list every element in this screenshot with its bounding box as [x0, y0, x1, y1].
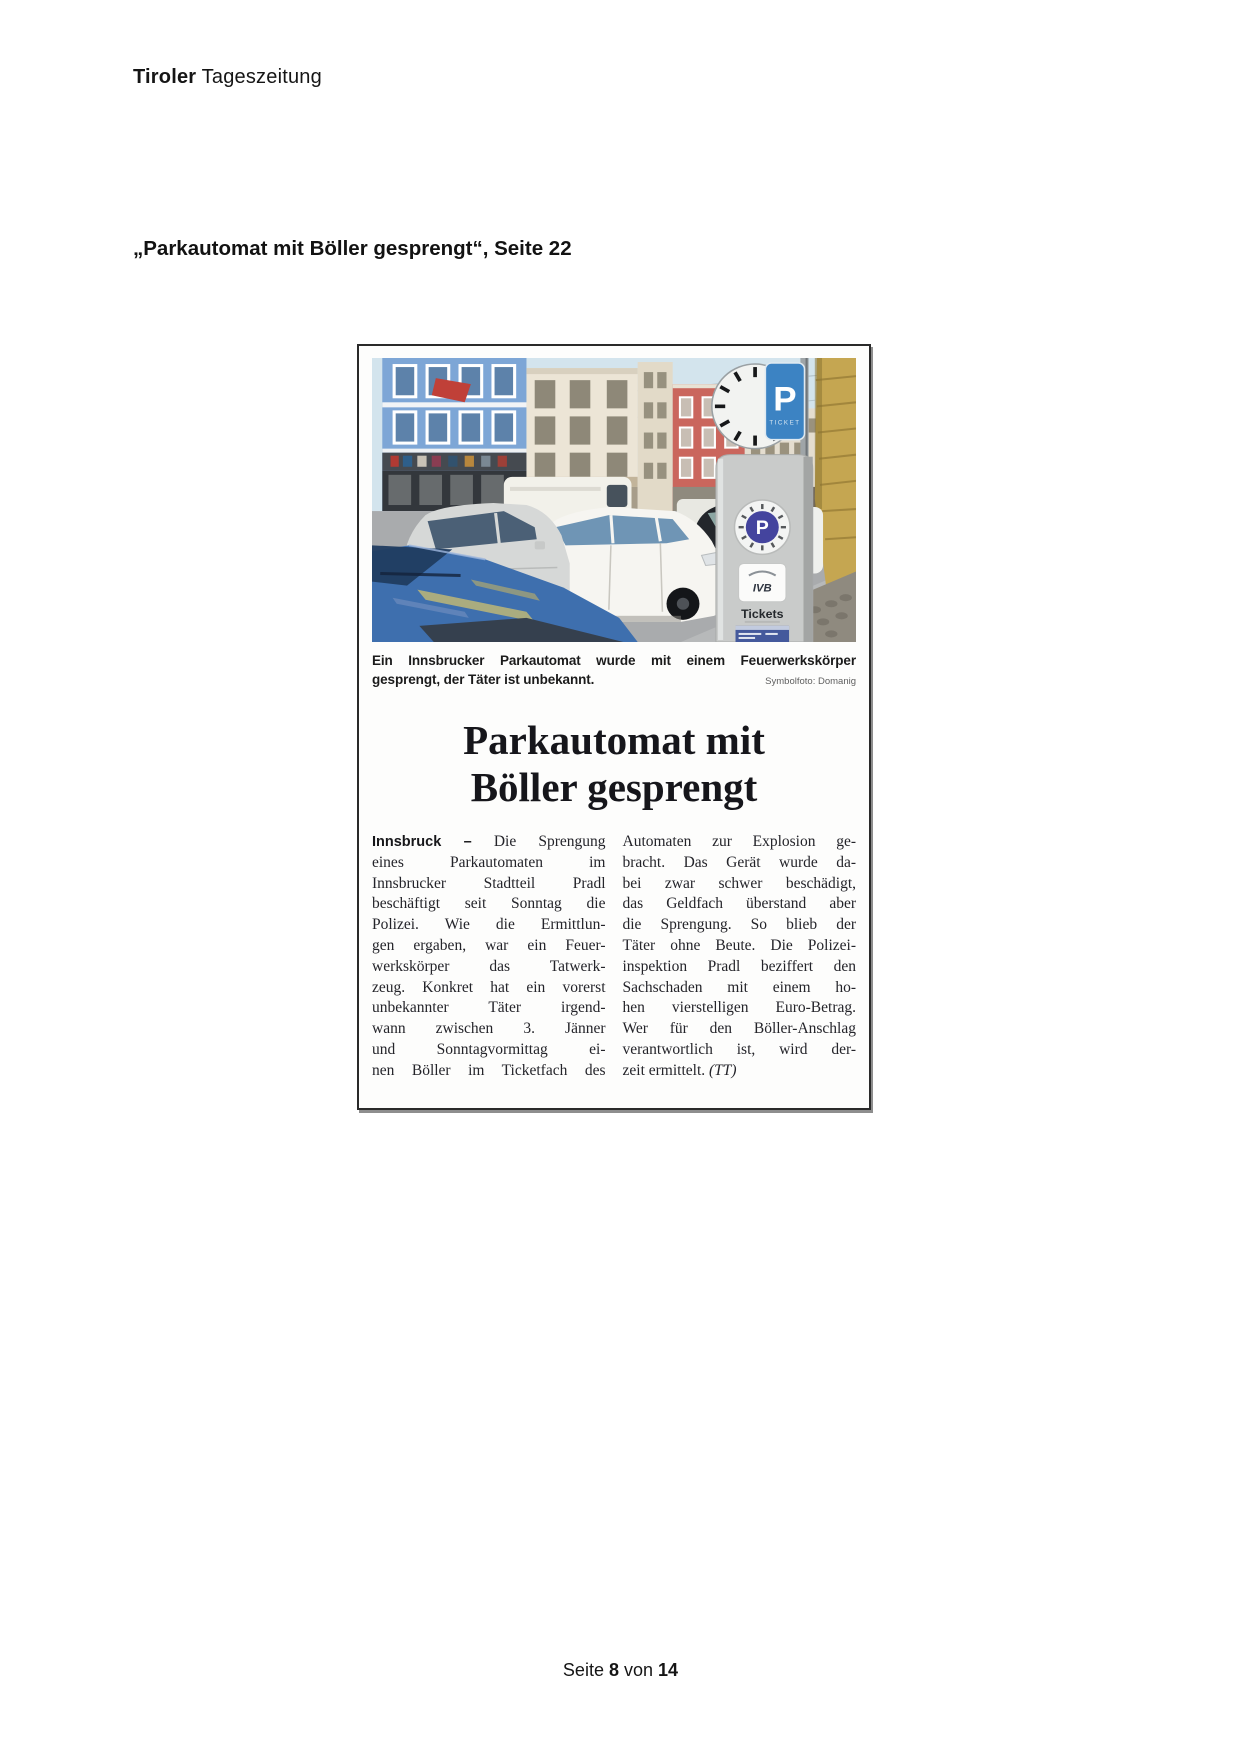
- lead-in: Innsbruck –: [372, 834, 472, 850]
- article-body: [372, 832, 856, 1082]
- body-line: unbekannter Täter irgend-: [372, 999, 606, 1017]
- body-line: inspektion Pradl beziffert den: [622, 957, 856, 975]
- body-line: Innsbrucker Stadtteil Pradl: [372, 874, 606, 892]
- p-ticket-sign-word: TICKET: [769, 419, 801, 427]
- brand-bold: Tiroler: [133, 66, 197, 88]
- footer-total-pages: 14: [658, 1660, 679, 1680]
- body-line: Automaten zur Explosion ge-: [622, 833, 856, 850]
- body-line: bracht. Das Gerät wurde da-: [622, 853, 856, 871]
- article-column-right: [623, 832, 857, 1082]
- photo-credit: Symbolfoto: Domanig: [765, 676, 856, 687]
- photo-caption-line2-text: gesprengt, der Täter ist unbekannt.: [372, 672, 595, 687]
- body-line: Wer für den Böller-Anschlag: [622, 1020, 856, 1038]
- body-line: zeug. Konkret hat ein vorerst: [372, 978, 606, 996]
- body-last-text: zeit ermittelt.: [622, 1061, 706, 1079]
- body-line: hen vierstelligen Euro-Betrag.: [622, 999, 856, 1017]
- body-line-last: [623, 1061, 857, 1082]
- body-line: werkskörper das Tatwerk-: [372, 957, 606, 975]
- body-line: verantwortlich ist, wird der-: [622, 1040, 856, 1058]
- brand-title: [133, 66, 322, 89]
- body-line: und Sonntagvormittag ei-: [372, 1040, 606, 1058]
- footer-page-indicator: [0, 1660, 1241, 1681]
- machine-p-letter: P: [755, 517, 769, 540]
- article-column-left: [372, 832, 606, 1082]
- body-line-lead: [372, 832, 606, 853]
- photo-caption: [372, 651, 856, 691]
- news-clipping: [357, 344, 871, 1110]
- photo-caption-line2: [372, 670, 856, 691]
- author-sign: (TT): [709, 1061, 737, 1079]
- machine-tickets-label: Tickets: [741, 606, 784, 621]
- lead-rest: Die Sprengung: [471, 833, 606, 850]
- body-line: die Sprengung. So blieb der: [622, 916, 856, 934]
- article-reference: „Parkautomat mit Böller gesprengt“, Seite 22: [133, 237, 572, 260]
- p-ticket-sign-letter: P: [773, 380, 797, 419]
- body-line: das Geldfach überstand aber: [622, 895, 856, 913]
- body-line: Täter ohne Beute. Die Polizei-: [622, 936, 856, 954]
- body-line: beschäftigt seit Sonntag die: [372, 895, 606, 913]
- footer-seite-label: Seite: [562, 1660, 604, 1680]
- footer-von-label: von: [624, 1660, 654, 1680]
- body-line: wann zwischen 3. Jänner: [372, 1020, 606, 1038]
- brand-rest: Tageszeitung: [196, 66, 322, 88]
- ivb-logo: IVB: [752, 582, 772, 595]
- parking-ticket-machine: [716, 455, 813, 642]
- headline-line-1: Parkautomat mit: [463, 717, 765, 763]
- headline-line-2: Böller gesprengt: [470, 764, 758, 810]
- body-line: bei zwar schwer beschädigt,: [622, 874, 856, 892]
- body-line: eines Parkautomaten im: [372, 853, 606, 871]
- body-line: Polizei. Wie die Ermittlun-: [372, 916, 606, 934]
- column-right-lines: [623, 832, 857, 1061]
- article-headline: [372, 717, 856, 811]
- body-line: gen ergaben, war ein Feuer-: [372, 936, 606, 954]
- photo-caption-line1: Ein Innsbrucker Parkautomat wurde mit einem Feuerwerkskörper: [372, 653, 856, 668]
- clipping-photo: [372, 358, 856, 642]
- column-left-lines: [372, 853, 606, 1082]
- body-line: nen Böller im Ticketfach des: [372, 1061, 606, 1079]
- footer-page-number: 8: [608, 1660, 619, 1680]
- body-line: Sachschaden mit einem ho-: [622, 978, 856, 996]
